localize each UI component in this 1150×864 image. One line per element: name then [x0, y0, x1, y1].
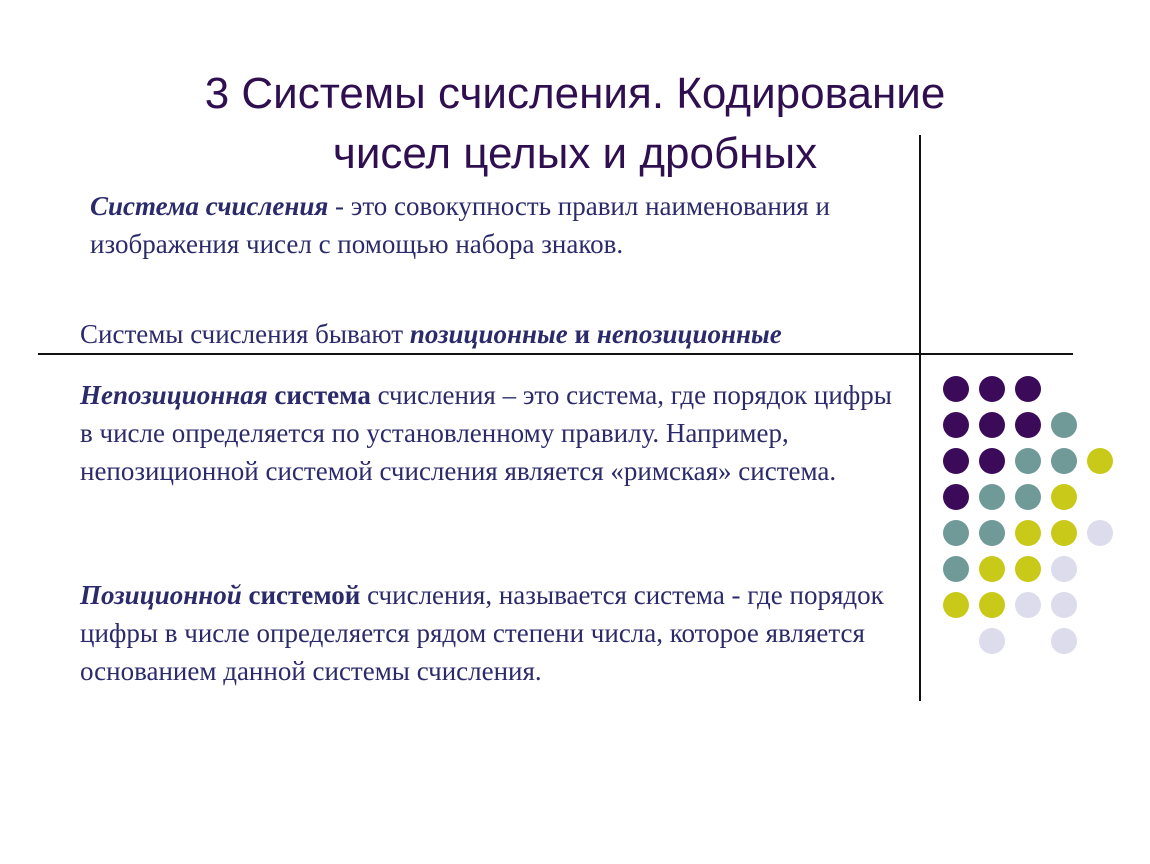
decorative-dot — [1015, 484, 1041, 510]
decorative-dot — [1015, 592, 1041, 618]
title-line-2: чисел целых и дробных — [332, 129, 818, 178]
slide-title — [0, 64, 1150, 184]
number-system-types — [80, 315, 930, 353]
types-lead-text: Системы счисления бывают — [80, 319, 410, 349]
decorative-dot — [1015, 448, 1041, 474]
decorative-dot — [1015, 376, 1041, 402]
decorative-dot — [979, 376, 1005, 402]
decorative-dot — [1051, 412, 1077, 438]
decorative-dot — [943, 556, 969, 582]
decorative-dot — [1015, 556, 1041, 582]
decorative-dot — [943, 376, 969, 402]
decorative-dot — [943, 412, 969, 438]
definition-number-system-text: - это совокупность правил наименования и изображения чисел с помощью набора знаков. — [90, 191, 830, 259]
term-nonpositional-italic: Непозиционная — [80, 380, 268, 410]
decorative-dot — [979, 520, 1005, 546]
horizontal-divider — [38, 353, 1073, 355]
decorative-dot — [943, 592, 969, 618]
term-nonpositional: непозиционные — [596, 319, 782, 349]
decorative-dot — [1051, 484, 1077, 510]
types-and-text: и — [567, 319, 597, 349]
decorative-dot — [1051, 628, 1077, 654]
definition-nonpositional-text: счисления – это система, где порядок цифры в числе определяется по установленному правилу. Например, непозиционной системой счисления является «римская» система. — [80, 380, 892, 486]
decorative-dot — [1087, 520, 1113, 546]
decorative-dot — [979, 592, 1005, 618]
definition-nonpositional — [80, 376, 900, 490]
decorative-dot — [979, 448, 1005, 474]
decorative-dot — [1015, 520, 1041, 546]
decorative-dot — [1087, 448, 1113, 474]
term-nonpositional-bold: система — [267, 380, 371, 410]
definition-positional — [80, 576, 900, 690]
decorative-dot — [979, 484, 1005, 510]
definition-number-system — [90, 187, 880, 263]
term-positional-italic: Позиционной — [80, 580, 242, 610]
title-line-1: 3 Системы счисления. Кодирование — [204, 69, 946, 118]
term-number-system: Система счисления — [90, 191, 329, 221]
decorative-dot — [1051, 520, 1077, 546]
decorative-dot — [979, 556, 1005, 582]
term-positional: позиционные — [409, 319, 568, 349]
decorative-dot — [1051, 448, 1077, 474]
decorative-dot — [943, 484, 969, 510]
decorative-dot — [1051, 592, 1077, 618]
vertical-divider — [919, 135, 921, 701]
decorative-dot — [943, 520, 969, 546]
decorative-dot — [943, 448, 969, 474]
definition-positional-text: счисления, называется система - где порядок цифры в числе определяется рядом степени числа, которое является основанием данной системы счисления. — [80, 580, 884, 686]
decorative-dot — [979, 412, 1005, 438]
decorative-dot — [1015, 412, 1041, 438]
term-positional-bold: системой — [241, 580, 361, 610]
decorative-dot — [979, 628, 1005, 654]
decorative-dot — [1051, 556, 1077, 582]
